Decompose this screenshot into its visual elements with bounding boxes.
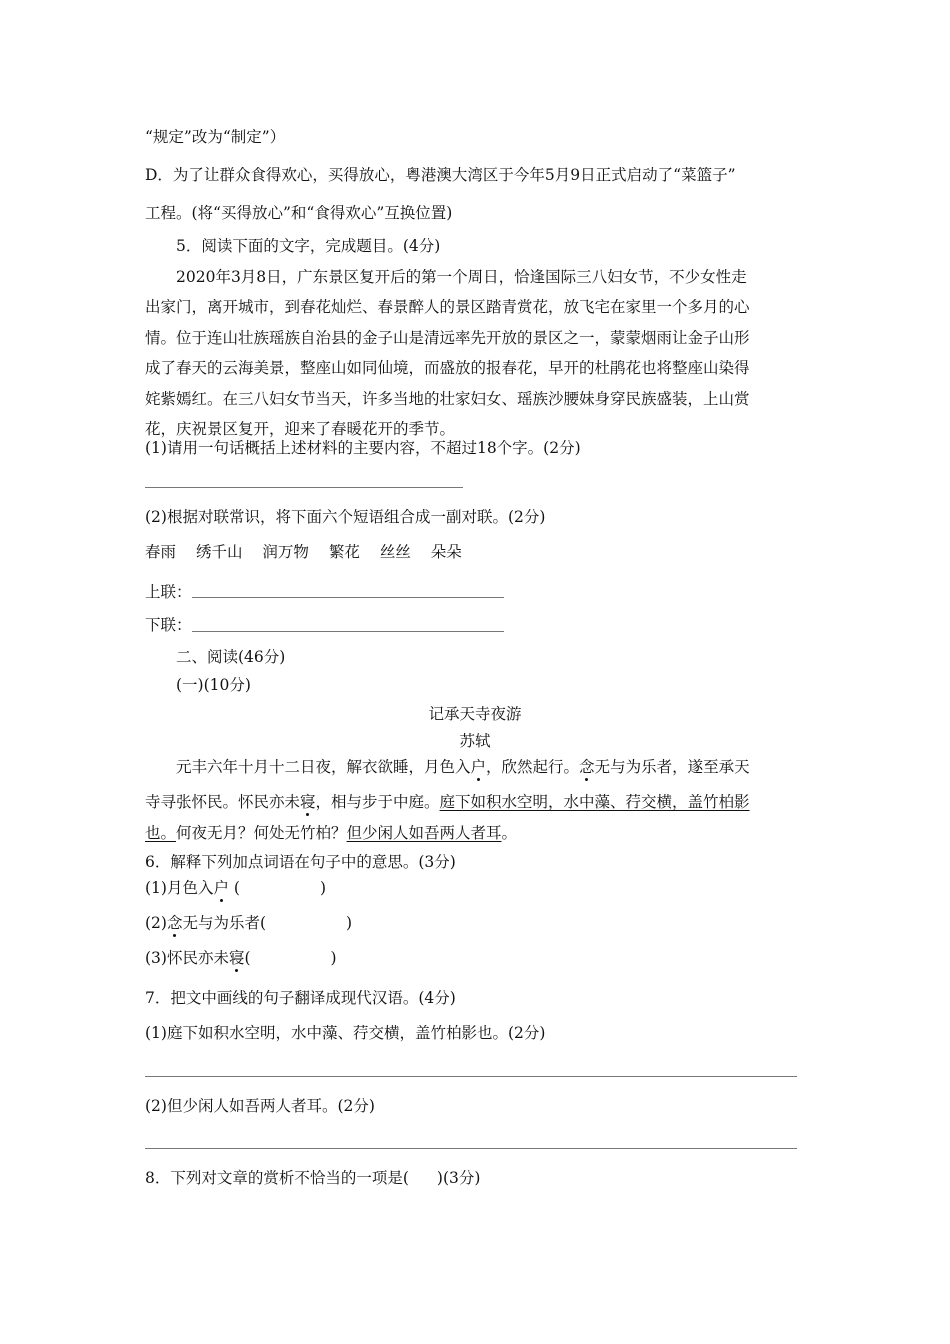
q5-passage-line5: 姹紫嫣红。在三八妇女节当天，许多当地的壮家妇女、瑶族沙腰妹身穿民族盛装，上山赏: [145, 390, 750, 408]
phrase-item: 绣千山: [195, 543, 243, 561]
answer-line-q5-1[interactable]: [145, 487, 463, 488]
q5-passage-line6: 花，庆祝景区复开，迎来了春暖花开的季节。: [145, 420, 456, 438]
q6-title: 6．解释下列加点词语在句子中的意思。(3分): [145, 853, 456, 871]
poem-line1: 元丰六年十月十二日夜，解衣欲睡，月色入户，欣然起行。念无与为乐者，遂至承天: [176, 758, 750, 776]
option-d-line2: 工程。(将“买得放心”和“食得欢心”互换位置): [145, 204, 453, 222]
q6-item1: (1)月色入户 ( ): [145, 879, 327, 897]
q4-continuation: “规定”改为“制定”）: [145, 128, 286, 146]
q5-passage-line1: 2020年3月8日，广东景区复开后的第一个周日，恰逢国际三八妇女节，不少女性走: [176, 268, 747, 286]
part-1-title: (一)(10分): [176, 676, 251, 694]
underlined-sentence: 也。: [145, 824, 177, 842]
q5-passage-line3: 情。位于连山壮族瑶族自治县的金子山是清远率先开放的景区之一，蒙蒙烟雨让金子山形: [145, 329, 750, 347]
q5-passage-line2: 出家门，离开城市，到春花灿烂、春景醉人的景区踏青赏花，放飞宅在家里一个多月的心: [145, 298, 750, 316]
q8-title: 8．下列对文章的赏析不恰当的一项是( )(3分): [145, 1169, 481, 1187]
q7-title: 7．把文中画线的句子翻译成现代汉语。(4分): [145, 989, 456, 1007]
q5-sub2: (2)根据对联常识，将下面六个短语组合成一副对联。(2分): [145, 508, 546, 526]
q5-title: 5．阅读下面的文字，完成题目。(4分): [176, 237, 441, 255]
option-d-line1: D．为了让群众食得欢心，买得放心，粤港澳大湾区于今年5月9日正式启动了“菜篮子”: [145, 166, 736, 184]
poem-title: 记承天寺夜游: [428, 705, 522, 723]
phrase-item: 润万物: [262, 543, 309, 561]
lower-couplet-label: 下联：: [145, 616, 192, 634]
poem-line3: 也。何夜无月？何处无竹柏？但少闲人如吾两人者耳。: [145, 824, 518, 842]
dotted-word: 念: [579, 758, 595, 776]
q7-sub2: (2)但少闲人如吾两人者耳。(2分): [145, 1097, 375, 1115]
phrase-item: 春雨: [145, 543, 177, 561]
dotted-word: 念: [166, 914, 183, 932]
q6-item3: (3)怀民亦未寝( ): [145, 949, 337, 967]
phrase-item: 朵朵: [430, 543, 462, 561]
q5-passage-line4: 成了春天的云海美景，整座山如同仙境，而盛放的报春花，早开的杜鹃花也将整座山染得: [145, 359, 750, 377]
phrase-item: 丝丝: [379, 543, 411, 561]
poem-author: 苏轼: [459, 732, 491, 750]
dotted-word: 寝: [228, 949, 245, 967]
phrase-list: [145, 542, 462, 562]
underlined-sentence: 但少闲人如吾两人者耳: [346, 824, 502, 842]
dotted-word: 户: [213, 879, 229, 897]
upper-couplet-answer-line[interactable]: [192, 597, 504, 598]
poem-line2: 寺寻张怀民。怀民亦未寝，相与步于中庭。庭下如积水空明，水中藻、荇交横，盖竹柏影: [145, 793, 750, 811]
q5-sub1: (1)请用一句话概括上述材料的主要内容，不超过18个字。(2分): [145, 439, 581, 457]
phrase-item: 繁花: [328, 543, 360, 561]
q6-item2: (2)念无与为乐者( ): [145, 914, 353, 932]
underlined-sentence: 庭下如积水空明，水中藻、荇交横，盖竹柏影: [439, 793, 750, 811]
dotted-word: 寝: [300, 793, 316, 811]
answer-line-q7-1[interactable]: [145, 1076, 797, 1077]
lower-couplet-answer-line[interactable]: [192, 631, 504, 632]
upper-couplet-label: 上联：: [145, 583, 192, 601]
section-2-title: 二、阅读(46分): [176, 648, 286, 666]
answer-line-q7-2[interactable]: [145, 1148, 797, 1149]
q7-sub1: (1)庭下如积水空明，水中藻、荇交横，盖竹柏影也。(2分): [145, 1024, 546, 1042]
dotted-word: 户: [470, 758, 487, 776]
